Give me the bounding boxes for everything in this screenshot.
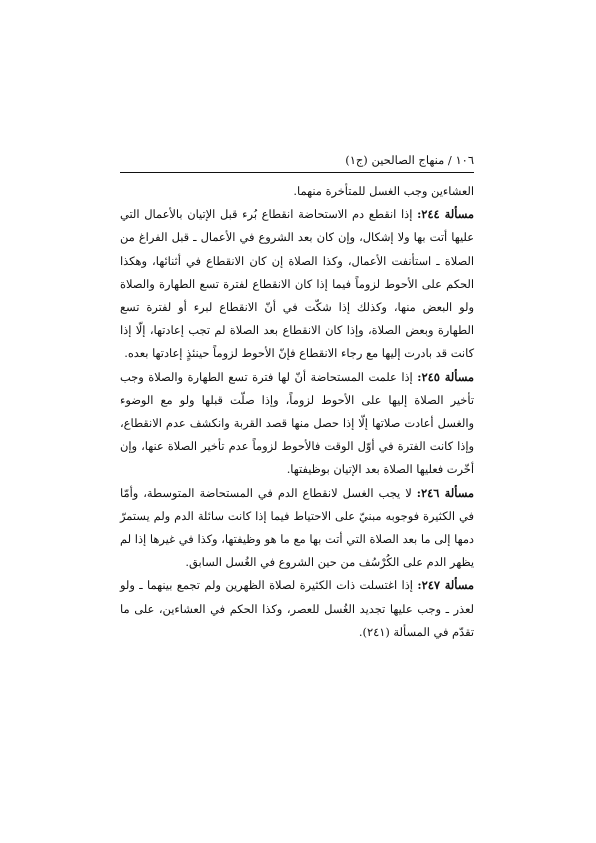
issue-number: مسألة ٢٤٦: — [416, 485, 474, 500]
running-title: ١٠٦ / منهاج الصالحين (ج١) — [345, 153, 474, 167]
page-body — [120, 180, 474, 644]
issue-247 — [120, 574, 474, 644]
issue-245 — [120, 366, 474, 482]
paragraph — [120, 180, 474, 203]
header-rule — [120, 172, 474, 173]
issue-text: لا يجب الغسل لانقطاع الدم في المستحاضة المتوسطة، وأمّا في الكثيرة فوجوبه مبنيّ على الاحتياط فيما إذا كانت سائلة الدم ولم يستمرّ دمها إلى ما بعد الصلاة التي أتت بها مع ما هو وظيفتها، وكذا في غيرها إذا لم يظهر الدم على الكُرْسُف من حين الشروع في الغُسل السابق. — [120, 485, 474, 570]
issue-246 — [120, 482, 474, 575]
issue-number: مسألة ٢٤٧: — [417, 578, 475, 593]
issue-number: مسألة ٢٤٤: — [417, 207, 474, 222]
issue-text: إذا اغتسلت ذات الكثيرة لصلاة الظهرين ولم تجمع بينهما ـ ولو لعذر ـ وجب عليها تجديد الغُسل للعصر، وكذا الحكم في العشاءين، على ما تقدّم في المسألة (٢٤١). — [120, 578, 474, 639]
paragraph-text: العشاءين وجب الغسل للمتأخرة منهما. — [293, 184, 474, 198]
issue-244 — [120, 203, 474, 365]
issue-number: مسألة ٢٤٥: — [417, 369, 474, 384]
issue-text: إذا علمت المستحاضة أنّ لها فترة تسع الطهارة والصلاة وجب تأخير الصلاة إليها على الأحوط لزوماً، وإذا صلّت قبلها ولو مع الوضوء والغسل أعادت صلاتها إلّا إذا حصل منها قصد القربة وانكشف عدم الانقطاع، وإذا كانت الفترة في أوّل الوقت فالأحوط لزوماً عدم تأخير الصلاة عنها، وإن أخّرت فعليها الصلاة بعد الإتيان بوظيفتها. — [120, 369, 474, 477]
running-header — [120, 152, 474, 168]
issue-text: إذا انقطع دم الاستحاضة انقطاع بُرء قبل الإتيان بالأعمال التي عليها أتت بها ولا إشكال، وإن كان بعد الشروع في الأعمال ـ قبل الفراغ من الصلاة ـ استأنفت الأعمال، وكذا الصلاة إن كان الانقطاع في أثنائها، وهكذا الحكم على الأحوط لزوماً فيما إذا كان الانقطاع لفترة تسع الطهارة والصلاة ولو البعض منها، وكذلك إذا شكّت في أنّ الانقطاع لبرء أو لفترة تسع الطهارة وبعض الصلاة، وإذا كان الانقطاع بعد الصلاة لم تجب إعادتها، إلّا إذا كانت قد بادرت إليها مع رجاء الانقطاع فإنّ الأحوط لزوماً حينئذٍ إعادتها بعده. — [120, 207, 474, 361]
